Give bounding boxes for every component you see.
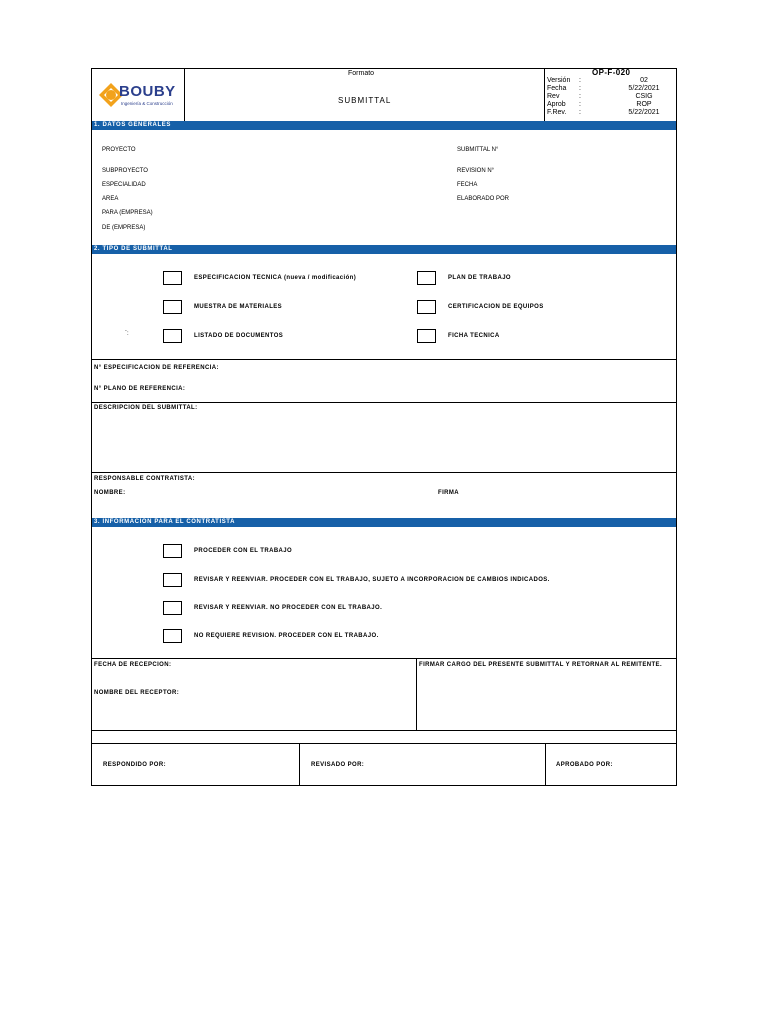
- reception-date-label: FECHA DE RECEPCION:: [94, 662, 172, 668]
- field-label-prepared-by: ELABORADO POR: [457, 196, 510, 202]
- checkbox-material-sample[interactable]: [163, 300, 182, 314]
- option-document-list: LISTADO DE DOCUMENTOS: [194, 333, 284, 339]
- meta-row-version: Versión : 02: [547, 77, 648, 84]
- approved-by-label: APROBADO POR:: [556, 762, 613, 768]
- option-no-review: NO REQUIERE REVISION. PROCEDER CON EL TRABAJO.: [194, 633, 379, 639]
- meta-row-approved: Aprob : ROP: [547, 101, 652, 108]
- field-label-from-company: DE (EMPRESA): [102, 225, 146, 231]
- ref-spec-label: N° ESPECIFICACION DE REFERENCIA:: [94, 365, 219, 371]
- meta-row-date: Fecha : 5/22/2021: [547, 85, 660, 92]
- format-label: Formato: [348, 70, 375, 77]
- signature-label: FIRMA: [438, 490, 459, 496]
- section-1-header: 1. DATOS GENERALES: [92, 121, 676, 130]
- checkbox-proceed[interactable]: [163, 544, 182, 558]
- checkbox-equipment-cert[interactable]: [417, 300, 436, 314]
- contractor-responsible-label: RESPONSABLE CONTRATISTA:: [94, 476, 196, 482]
- option-revise-proceed: REVISAR Y REENVIAR. PROCEDER CON EL TRABAJO, SUJETO A INCORPORACION DE CAMBIOS INDICADOS.: [194, 577, 550, 583]
- form-title: SUBMITTAL: [338, 96, 392, 105]
- description-label: DESCRIPCION DEL SUBMITTAL:: [94, 405, 198, 411]
- ref-plan-label: N° PLANO DE REFERENCIA:: [94, 386, 186, 392]
- meta-row-rev: Rev : CSIG: [547, 93, 653, 100]
- field-label-date: FECHA: [457, 182, 478, 188]
- logo-subtitle: Ingeniería & Construcción: [121, 101, 173, 106]
- sign-and-return-note: FIRMAR CARGO DEL PRESENTE SUBMITTAL Y RETORNAR AL REMITENTE.: [419, 662, 663, 668]
- stray-mark: `:: [125, 331, 129, 337]
- checkbox-revise-no-proceed[interactable]: [163, 601, 182, 615]
- checkbox-datasheet[interactable]: [417, 329, 436, 343]
- checkbox-work-plan[interactable]: [417, 271, 436, 285]
- reviewed-by-label: REVISADO POR:: [311, 762, 365, 768]
- option-equipment-cert: CERTIFICACION DE EQUIPOS: [448, 304, 544, 310]
- field-label-to-company: PARA (EMPRESA): [102, 210, 153, 216]
- checkbox-technical-spec[interactable]: [163, 271, 182, 285]
- answered-by-label: RESPONDIDO POR:: [103, 762, 167, 768]
- field-label-revision-no: REVISION N°: [457, 168, 495, 174]
- field-label-specialty: ESPECIALIDAD: [102, 182, 146, 188]
- submittal-form: [91, 68, 677, 786]
- option-work-plan: PLAN DE TRABAJO: [448, 275, 512, 281]
- field-label-submittal-no: SUBMITTAL N°: [457, 147, 499, 153]
- option-technical-spec: ESPECIFICACION TECNICA (nueva / modificación): [194, 275, 357, 281]
- section-3-header: 3. INFORMACION PARA EL CONTRATISTA: [92, 518, 676, 527]
- receiver-name-label: NOMBRE DEL RECEPTOR:: [94, 690, 180, 696]
- field-label-subproject: SUBPROYECTO: [102, 168, 148, 174]
- company-logo: [97, 77, 179, 113]
- option-datasheet: FICHA TECNICA: [448, 333, 500, 339]
- checkbox-revise-proceed[interactable]: [163, 573, 182, 587]
- checkbox-no-review[interactable]: [163, 629, 182, 643]
- option-material-sample: MUESTRA DE MATERIALES: [194, 304, 283, 310]
- checkbox-document-list[interactable]: [163, 329, 182, 343]
- document-code: OP-F-020: [592, 68, 631, 77]
- field-label-project: PROYECTO: [102, 147, 136, 153]
- field-label-area: AREA: [102, 196, 119, 202]
- option-proceed: PROCEDER CON EL TRABAJO: [194, 548, 293, 554]
- logo-text: BOUBY: [119, 83, 176, 100]
- option-revise-no-proceed: REVISAR Y REENVIAR. NO PROCEDER CON EL TRABAJO.: [194, 605, 383, 611]
- section-2-header: 2. TIPO DE SUBMITTAL: [92, 245, 676, 254]
- meta-row-review-date: F.Rev. : 5/22/2021: [547, 109, 660, 116]
- contractor-name-label: NOMBRE:: [94, 490, 126, 496]
